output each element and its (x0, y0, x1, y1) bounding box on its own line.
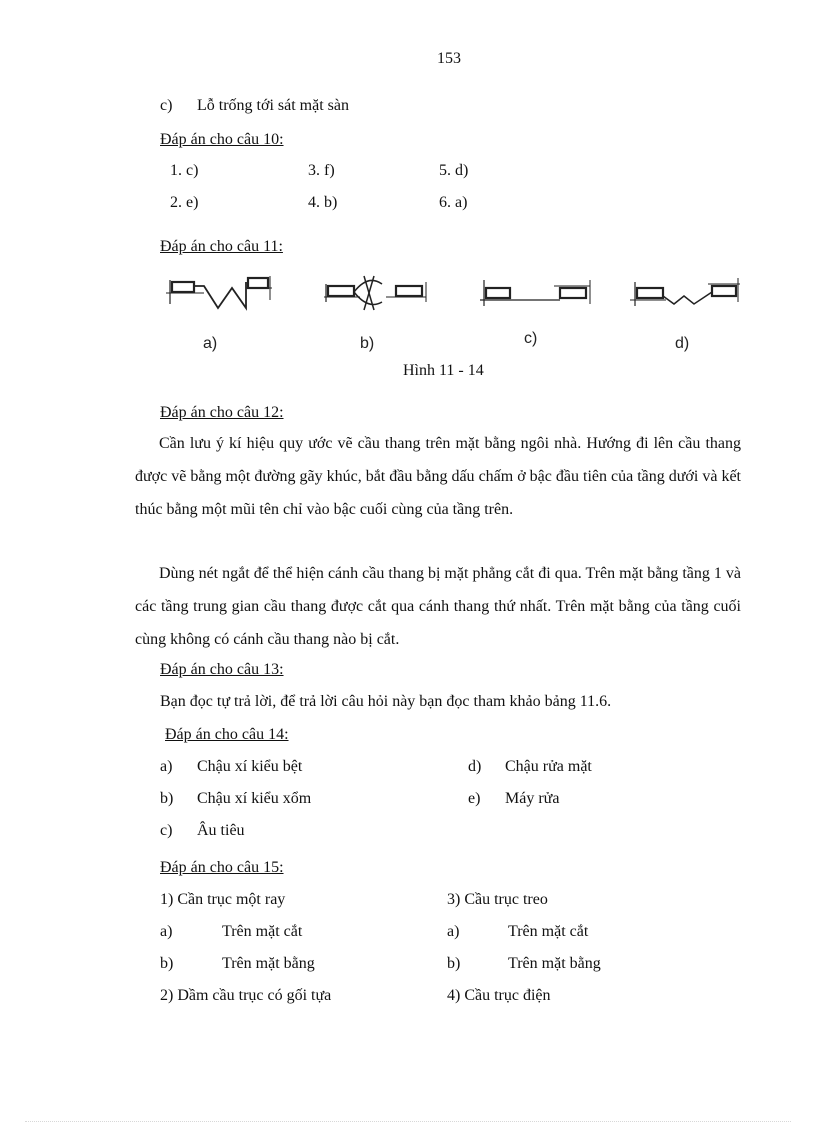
q10-heading: Đáp án cho câu 10: (160, 131, 284, 148)
q12-heading: Đáp án cho câu 12: (160, 404, 284, 421)
q15-left-text-a: Trên mặt cắt (222, 923, 303, 940)
answer-value: b) (324, 194, 338, 211)
figure-label-b: b) (360, 335, 375, 352)
item-c-text: Lỗ trống tới sát mặt sàn (197, 97, 349, 114)
q12-paragraph-2-text: Dùng nét ngắt để thể hiện cánh cầu thang bị mặt phẳng cắt đi qua. Trên mặt bằng tầng 1 và các tầng trung gian cầu thang được cắt qua cánh thang thứ nhất. Trên mặt bằng của tầng cuối cùng không có cánh cầu thang nào bị cắt. (135, 565, 741, 648)
stair-symbol-d (630, 278, 740, 306)
q14-label-b: b) (160, 790, 174, 807)
answer-number: 4. (308, 194, 320, 211)
item-c-label: c) (160, 97, 173, 114)
q10-answer-2 (170, 193, 198, 213)
q14-heading: Đáp án cho câu 14: (165, 726, 289, 743)
q15-left-text-b: Trên mặt bằng (222, 955, 315, 972)
q13-heading: Đáp án cho câu 13: (160, 661, 284, 678)
answer-number: 2. (170, 194, 182, 211)
q14-label-c: c) (160, 822, 173, 839)
stair-symbols-figure (160, 266, 750, 326)
q14-text-a: Chậu xí kiểu bệt (197, 758, 303, 775)
answer-number: 1. (170, 162, 182, 179)
stair-symbol-c (480, 280, 590, 306)
q13-text: Bạn đọc tự trả lời, để trả lời câu hỏi này bạn đọc tham khảo bảng 11.6. (160, 693, 612, 710)
q14-text-e: Máy rửa (505, 790, 560, 807)
figure-label-d: d) (675, 335, 690, 352)
q14-label-d: d) (468, 758, 482, 775)
q11-heading: Đáp án cho câu 11: (160, 238, 283, 255)
figure-label-a: a) (203, 335, 218, 352)
q14-text-b: Chậu xí kiểu xổm (197, 790, 312, 807)
figure-label-c: c) (524, 330, 538, 347)
q14-text-c: Âu tiêu (197, 822, 245, 839)
q15-right-text-a: Trên mặt cắt (508, 923, 589, 940)
q15-heading: Đáp án cho câu 15: (160, 859, 284, 876)
q15-right-title-2: 4) Cầu trục điện (447, 987, 551, 1004)
q14-label-a: a) (160, 758, 173, 775)
stair-symbol-b (324, 276, 426, 310)
q15-right-text-b: Trên mặt bằng (508, 955, 601, 972)
answer-value: a) (455, 194, 468, 211)
q15-left-label-b: b) (160, 955, 174, 972)
q12-paragraph-2 (135, 557, 741, 656)
answer-number: 5. (439, 162, 451, 179)
answer-number: 6. (439, 194, 451, 211)
q15-right-label-b: b) (447, 955, 461, 972)
q15-left-label-a: a) (160, 923, 173, 940)
q15-left-title-2: 2) Dầm cầu trục có gối tựa (160, 987, 332, 1004)
answer-value: d) (455, 162, 469, 179)
q14-text-d: Chậu rửa mặt (505, 758, 592, 775)
q14-label-e: e) (468, 790, 481, 807)
stair-symbol-a (166, 276, 272, 308)
answer-value: c) (186, 162, 199, 179)
answer-value: e) (186, 194, 199, 211)
q10-answer-4 (308, 193, 337, 213)
q10-answer-3 (308, 161, 335, 181)
bottom-dotted-rule (25, 1121, 791, 1122)
q10-answer-6 (439, 193, 467, 213)
q12-paragraph-1-text: Cần lưu ý kí hiệu quy ước vẽ cầu thang trên mặt bằng ngôi nhà. Hướng đi lên cầu thang được vẽ bằng một đường gãy khúc, bắt đầu bằng dấu chấm ở bậc đầu tiên của tầng dưới và kết thúc bằng một mũi tên chỉ vào bậc cuối cùng của tầng trên. (135, 435, 741, 518)
q15-right-label-a: a) (447, 923, 460, 940)
figure-caption: Hình 11 - 14 (403, 362, 484, 379)
answer-value: f) (324, 162, 335, 179)
answer-number: 3. (308, 162, 320, 179)
q15-right-title-1: 3) Cầu trục treo (447, 891, 548, 908)
page-number: 153 (437, 50, 461, 67)
q15-left-title-1: 1) Cần trục một ray (160, 891, 286, 908)
q10-answer-5 (439, 161, 468, 181)
q10-answer-1 (170, 161, 198, 181)
q12-paragraph-1 (135, 427, 741, 526)
